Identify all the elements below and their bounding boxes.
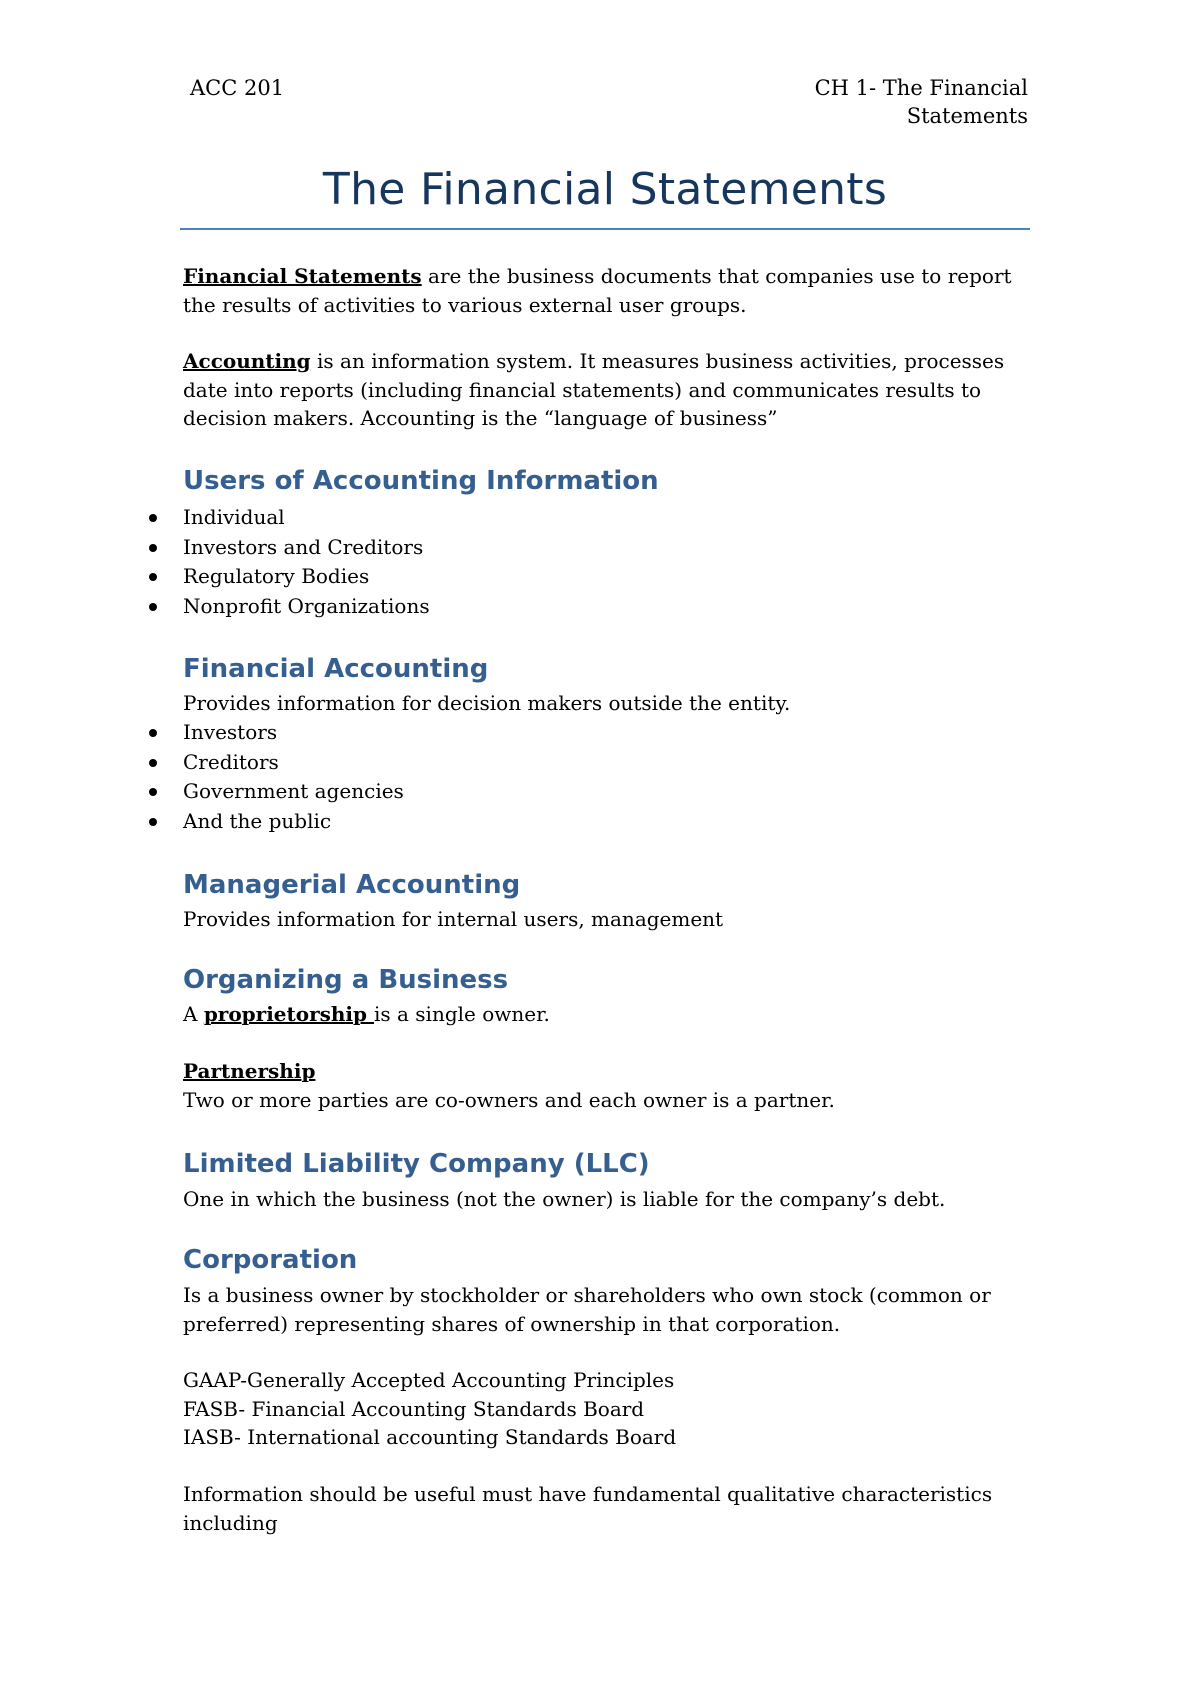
llc-heading: Limited Liability Company (LLC) [183, 1149, 650, 1179]
list-item: Government agencies [145, 777, 404, 807]
list-item: Regulatory Bodies [145, 562, 430, 592]
users-list [145, 503, 430, 621]
financial-list [145, 718, 404, 836]
accounting-definition: is an information system. It measures business activities, processes date into reports (including financial statements) and communicates results to decision makers. Accounting is the “language of business” [183, 349, 1005, 430]
managerial-description: Provides information for internal users, management [183, 907, 724, 931]
accounting-paragraph [183, 347, 1033, 433]
list-item: Nonprofit Organizations [145, 592, 430, 622]
partnership-description: Two or more parties are co-owners and each owner is a partner. [183, 1088, 835, 1112]
llc-description: One in which the business (not the owner) is liable for the company’s debt. [183, 1187, 946, 1211]
fs-term: Financial Statements [183, 264, 422, 288]
partnership-term-line [183, 1057, 1033, 1086]
bullet-icon [149, 514, 157, 522]
header-chapter-line2: Statements [906, 104, 1028, 128]
fasb-line: FASB- Financial Accounting Standards Board [183, 1396, 645, 1421]
organizing-heading: Organizing a Business [183, 965, 509, 995]
partnership-term: Partnership [183, 1059, 316, 1083]
users-heading: Users of Accounting Information [183, 466, 659, 496]
bullet-icon [149, 573, 157, 581]
header-course-code: ACC 201 [190, 76, 285, 100]
financial-heading: Financial Accounting [183, 654, 489, 684]
list-item: Investors and Creditors [145, 533, 430, 563]
proprietorship-term: proprietorship [203, 1002, 374, 1026]
iasb-line: IASB- International accounting Standards Board [183, 1425, 677, 1449]
intro-accounting [183, 347, 1033, 433]
proprietorship-line: A proprietorship is a single owner. [183, 1002, 550, 1026]
gaap-line: GAAP-Generally Accepted Accounting Principles [183, 1368, 675, 1392]
financial-description: Provides information for decision makers outside the entity. [183, 691, 791, 715]
accounting-term: Accounting [183, 349, 311, 373]
bullet-icon [149, 788, 157, 796]
header-chapter [815, 74, 1028, 130]
fs-definition: are the business documents that companies use to report the results of activities to various external user groups. [183, 264, 1012, 317]
bullet-icon [149, 603, 157, 611]
bullet-icon [149, 544, 157, 552]
managerial-heading: Managerial Accounting [183, 870, 521, 900]
bullet-icon [149, 729, 157, 737]
closing-paragraph: Information should be useful must have fundamental qualitative characteristics including [183, 1482, 993, 1535]
fs-paragraph [183, 262, 1033, 319]
list-item: And the public [145, 807, 404, 837]
title-underline-rule [180, 228, 1030, 230]
page-title: The Financial Statements [322, 164, 888, 215]
list-item: Individual [145, 503, 430, 533]
list-item: Investors [145, 718, 404, 748]
bullet-icon [149, 759, 157, 767]
standards-list [183, 1366, 1033, 1452]
intro-financial-statements [183, 262, 1033, 319]
bullet-icon [149, 818, 157, 826]
corporation-heading: Corporation [183, 1245, 358, 1275]
corporation-description: Is a business owner by stockholder or shareholders who own stock (common or preferred) representing shares of ownership in that corporation. [183, 1283, 991, 1336]
list-item: Creditors [145, 748, 404, 778]
header-chapter-line1: CH 1- The Financial [814, 76, 1028, 100]
